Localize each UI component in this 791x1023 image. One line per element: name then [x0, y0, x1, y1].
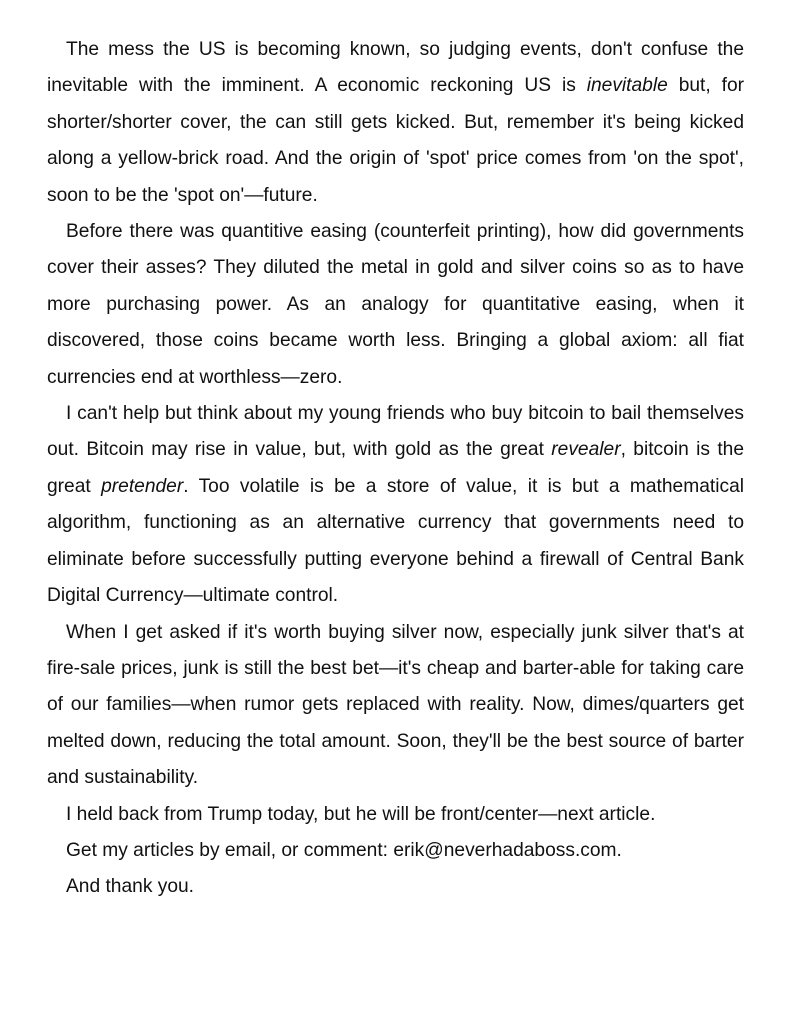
paragraph-4 — [47, 615, 744, 797]
paragraph-7 — [47, 869, 744, 905]
paragraph-3-text-a: I can't help but think about my young friends who buy bitcoin to bail themselves out. Bitcoin may rise in value, but, with gold as the great — [47, 403, 744, 461]
paragraph-1 — [47, 32, 744, 214]
paragraph-3-text-b: , bitcoin is the great — [47, 439, 744, 497]
paragraph-3-emphasis-pretender: pretender — [101, 475, 184, 497]
paragraph-2 — [47, 214, 744, 396]
paragraph-7-text: And thank you. — [66, 876, 195, 898]
paragraph-1-text-b: but, for shorter/shorter cover, the can still gets kicked. But, remember it's being kicked along a yellow-brick road. And the origin of 'spot' price comes from 'on the spot', soon to be the 'spot on'—future. — [47, 75, 745, 206]
paragraph-1-emphasis-inevitable: inevitable — [586, 75, 668, 97]
paragraph-3-text-c: . Too volatile is be a store of value, it is but a mathematical algorithm, functioning as an alternative currency that governments need to eliminate before successfully putting everyone behind a firewall of Central Bank Digital Currency—ultimate control. — [47, 475, 744, 607]
article-body — [47, 32, 744, 906]
paragraph-3 — [47, 396, 744, 614]
paragraph-4-text: When I get asked if it's worth buying silver now, especially junk silver that's at fire-sale prices, junk is still the best bet—it's cheap and barter-able for taking care of our families—when rumor gets replaced with reality. Now, dimes/quarters get melted down, reducing the total amount. Soon, they'll be the best source of barter and sustainability. — [47, 621, 744, 789]
paragraph-5 — [47, 797, 744, 833]
paragraph-1-text-a: The mess the US is becoming known, so judging events, don't confuse the inevitable with the imminent. A economic reckoning US is — [47, 39, 744, 97]
paragraph-6 — [47, 833, 744, 869]
paragraph-3-emphasis-revealer: revealer — [551, 439, 621, 461]
paragraph-6-text: Get my articles by email, or comment: erik@neverhadaboss.com. — [66, 839, 622, 861]
paragraph-5-text: I held back from Trump today, but he will be front/center—next article. — [66, 803, 656, 825]
paragraph-2-text: Before there was quantitive easing (counterfeit printing), how did governments cover their asses? They diluted the metal in gold and silver coins so as to have more purchasing power. As an analogy for quantitative easing, when it discovered, those coins became worth less. Bringing a global axiom: all fiat currencies end at worthless—zero. — [47, 221, 744, 388]
